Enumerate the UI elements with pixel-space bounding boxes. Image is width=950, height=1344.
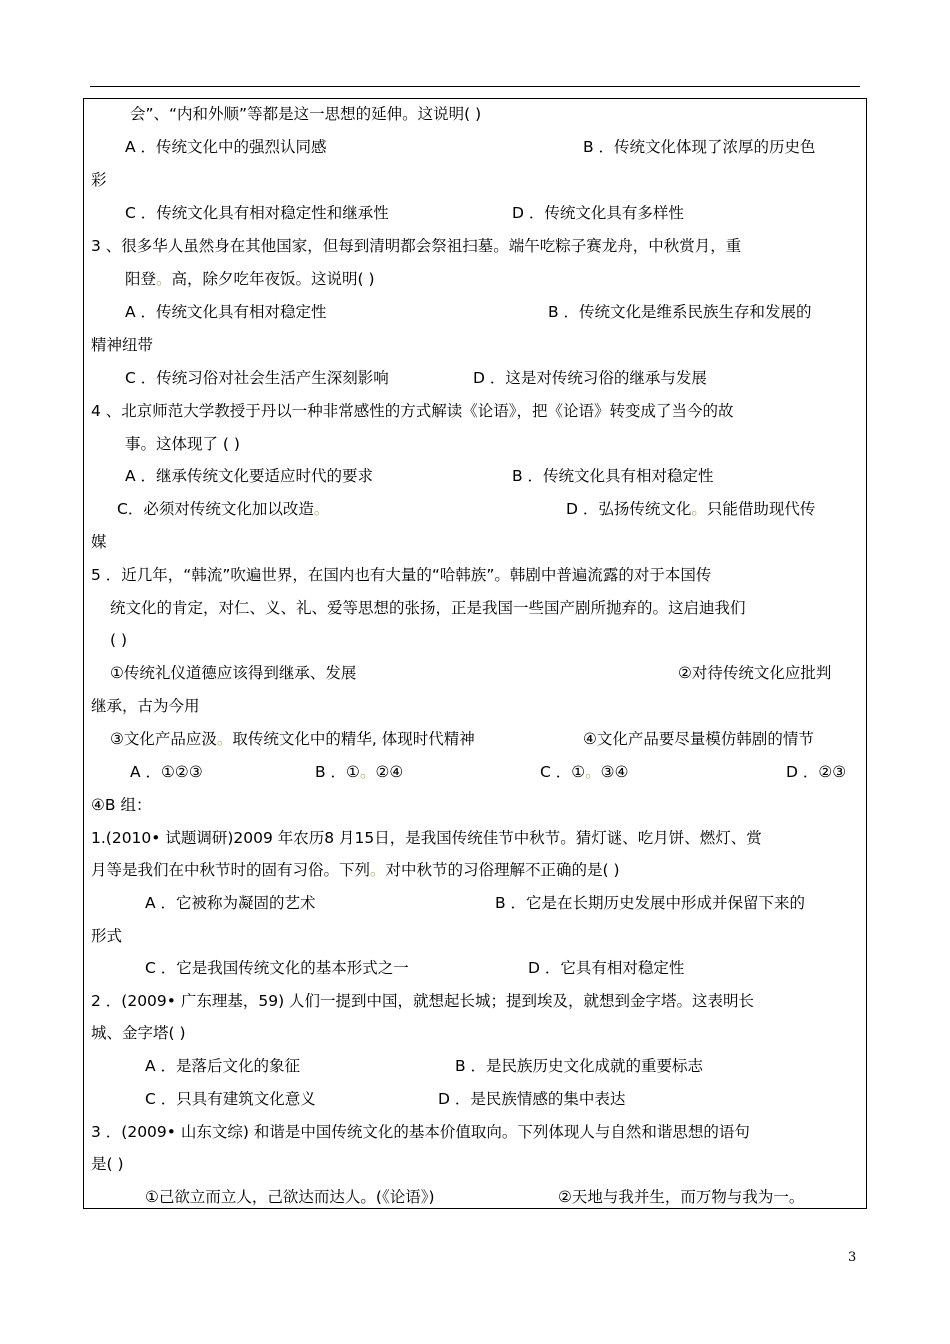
- option-a: A ．传统文化具有相对稳定性: [125, 303, 327, 321]
- option-c: [117, 499, 329, 519]
- text-fragment: D ．弘扬传统文化: [566, 500, 692, 518]
- text-line: [125, 269, 375, 289]
- option-a: A ．①②③: [130, 763, 203, 781]
- option-a: A ．它被称为凝固的艺术: [145, 894, 316, 912]
- option-b: B ．传统文化具有相对稳定性: [512, 467, 714, 485]
- text-fragment: 只能借助现代传: [706, 500, 816, 518]
- dot-mark: 。: [370, 861, 386, 879]
- text-fragment: 取传统文化中的精华, 体现时代精神: [232, 730, 475, 748]
- text-fragment: 对中秋节的习俗理解不正确的是( ): [385, 861, 620, 879]
- option-c: C ．只具有建筑文化意义: [145, 1090, 316, 1108]
- dot-mark: 。: [691, 500, 707, 518]
- option-d: D ．它具有相对稳定性: [528, 959, 685, 977]
- question-b2: 2 ．(2009• 广东理基，59) 人们一提到中国，就想起长城；提到埃及，就想到金字塔。这表明长: [91, 992, 755, 1010]
- text-fragment: 高，除夕吃年夜饭。这说明( ): [171, 270, 375, 288]
- option-d: D ．传统文化具有多样性: [512, 204, 684, 222]
- text-line: 统文化的肯定，对仁、义、礼、爱等思想的张扬，正是我国一些国产剧所抛弃的。这启迪我们: [110, 599, 746, 617]
- option-d: D ．是民族情感的集中表达: [438, 1090, 626, 1108]
- option-d: [566, 499, 815, 519]
- text-fragment: ②④: [375, 763, 404, 781]
- question-5: 5 ．近几年，“韩流”吹遍世界，在国内也有大量的“哈韩族”。韩剧中普遍流露的对于本国传: [91, 566, 712, 584]
- text-line: 会”、“内和外顺”等都是这一思想的延伸。这说明( ): [130, 105, 482, 123]
- question-4: 4 、北京师范大学教授于丹以一种非常感性的方式解读《论语》，把《论语》转变成了当今的故: [91, 402, 734, 420]
- option-d: D ．这是对传统习俗的继承与发展: [473, 369, 707, 387]
- text-line: 形式: [91, 927, 123, 945]
- text-fragment: B ．①: [315, 763, 360, 781]
- option-b: [315, 762, 403, 782]
- text-fragment: C．必须对传统文化加以改造: [117, 500, 314, 518]
- option-c: C ．它是我国传统文化的基本形式之一: [145, 959, 409, 977]
- option-c: C ．传统文化具有相对稳定性和继承性: [125, 204, 389, 222]
- option-a: A ．继承传统文化要适应时代的要求: [125, 467, 374, 485]
- dot-mark: 。: [585, 763, 601, 781]
- text-line: 彩: [91, 171, 107, 189]
- dot-mark: 。: [313, 500, 330, 518]
- text-line: 精神纽带: [91, 336, 154, 354]
- text-line: 城、金字塔( ): [91, 1024, 186, 1042]
- option-a: A ．是落后文化的象征: [145, 1057, 301, 1075]
- statement-4: ④文化产品要尽量模仿韩剧的情节: [583, 730, 814, 748]
- text-line: ( ): [110, 631, 128, 649]
- option-b: B ．传统文化是维系民族生存和发展的: [548, 303, 812, 321]
- statement-1: ①传统礼仪道德应该得到继承、发展: [110, 664, 357, 682]
- text-fragment: ③文化产品应汲: [110, 730, 217, 748]
- question-b1: 1.(2010• 试题调研)2009 年农历8 月15日，是我国传统佳节中秋节。猜灯谜、吃月饼、燃灯、赏: [91, 829, 762, 847]
- question-3: 3 、很多华人虽然身在其他国家，但每到清明都会祭祖扫墓。端午吃粽子赛龙舟，中秋赏月，重: [91, 237, 742, 255]
- section-heading: ④B 组：: [91, 796, 152, 814]
- text-line: 继承，古为今用: [91, 697, 200, 715]
- text-fragment: 阳登: [125, 270, 157, 288]
- text-line: 媒: [91, 533, 107, 551]
- option-d: D ．②③: [786, 763, 847, 781]
- content-frame: [83, 98, 867, 1209]
- option-b: B ．传统文化体现了浓厚的历史色: [583, 138, 816, 156]
- text-line: [91, 860, 620, 880]
- option-b: B ．它是在长期历史发展中形成并保留下来的: [495, 894, 806, 912]
- statement-2: ②对待传统文化应批判: [678, 664, 832, 682]
- statement-3: [110, 729, 475, 749]
- question-b3: 3 ．(2009• 山东文综) 和谐是中国传统文化的基本价值取向。下列体现人与自然和谐思想的语句: [91, 1123, 750, 1141]
- statement-1: ①己欲立而立人，己欲达而达人。(《论语》): [145, 1188, 435, 1206]
- dot-mark: 。: [216, 730, 233, 748]
- option-a: A ．传统文化中的强烈认同感: [125, 138, 327, 156]
- text-line: 是( ): [91, 1155, 124, 1173]
- page-number: 3: [848, 1250, 857, 1265]
- text-fragment: C ．①: [540, 763, 586, 781]
- dot-mark: 。: [359, 763, 376, 781]
- option-c: [540, 762, 628, 782]
- statement-2: ②天地与我并生，而万物与我为一。: [558, 1188, 805, 1206]
- text-line: 事。这体现了 ( ): [125, 435, 240, 453]
- text-fragment: 月等是我们在中秋节时的固有习俗。下列: [91, 861, 371, 879]
- header-rule: [90, 86, 860, 87]
- text-fragment: ③④: [600, 763, 629, 781]
- option-b: B ．是民族历史文化成就的重要标志: [455, 1057, 704, 1075]
- option-c: C ．传统习俗对社会生活产生深刻影响: [125, 369, 389, 387]
- dot-mark: 。: [156, 270, 172, 288]
